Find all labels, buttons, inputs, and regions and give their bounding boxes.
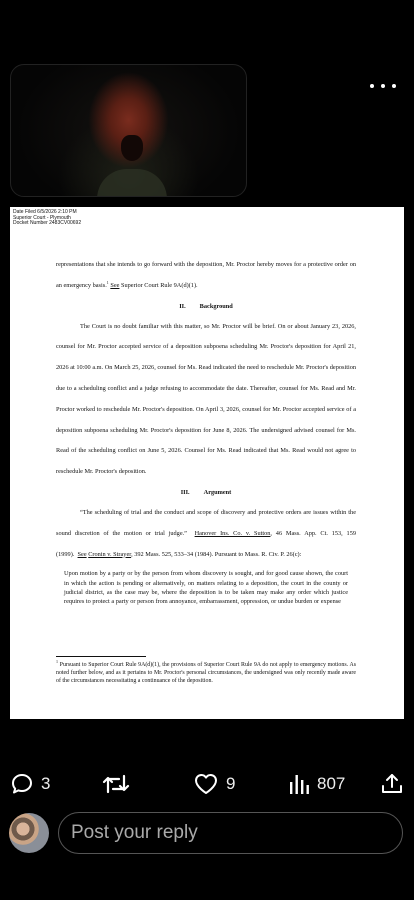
footnote-divider (56, 656, 146, 657)
more-options-icon[interactable] (370, 76, 396, 96)
thumbnail-collar-detail (97, 169, 167, 197)
repost-action[interactable] (102, 771, 137, 797)
argument-quote: “The scheduling of trial and the conduct and scope of discovery and protective orders are issues within the sound discretion of the motion or trial judge.” (56, 508, 356, 537)
section-title: Argument (203, 488, 232, 496)
section-heading-background (56, 297, 356, 317)
citation-detail: , 46 Mass. App. Ct. 153, 159 (1999). (56, 529, 357, 558)
reply-input[interactable] (58, 812, 403, 854)
like-action[interactable] (193, 771, 235, 797)
post-actions-bar (0, 771, 414, 797)
footnote-text: Pursuant to Superior Court Rule 9A(d)(1), the provisions of Superior Court Rule 9A do not apply to emergency motions. As noted further below, and as it pertains to Mr. Proctor's personal circumstances, the undersigned was only recently made aware of the circumstances necessitating a continuance of the deposition. (56, 662, 356, 685)
see-signal: See (77, 550, 87, 558)
share-icon (380, 772, 404, 796)
reply-icon (10, 772, 34, 796)
analytics-icon (288, 772, 310, 796)
section-number: II. (179, 302, 186, 310)
citation-detail: , 392 Mass. 525, 533–34 (1984). Pursuant to Mass. R. Civ. P. 26(c): (131, 550, 302, 558)
argument-paragraph (56, 503, 356, 565)
intro-line: representations that she intends to go forward with the deposition, Mr. Proctor hereby moves for a (56, 261, 306, 268)
like-count: 9 (226, 774, 236, 793)
see-signal: See (110, 281, 120, 289)
background-paragraph: The Court is no doubt familiar with this matter, so Mr. Proctor will be brief. On or about January 23, 2026, counsel for Mr. Proctor accepted service of a deposition subpoena scheduling Mr. Proctor's deposition for April 21, 2026 at 10:00 a.m. On March 25, 2026, counsel for Ms. Read indicated the need to reschedule Mr. Proctor's deposition due to a scheduling conflict and a judge refusing to accommodate the date. Thereafter, counsel for Ms. Read and Mr. Proctor worked to reschedule Mr. Proctor's deposition. On April 3, 2026, counsel for Mr. Proctor accepted service of a deposition subpoena scheduling Mr. Proctor's deposition for June 8, 2026. The undersigned advised counsel for Ms. Read of the scheduling conflict on June 5, 2026. Counsel for Ms. Read indicated that Ms. Read would not agree to reschedule Mr. Proctor's deposition. (56, 322, 356, 476)
share-action[interactable] (380, 771, 404, 797)
intro-paragraph (56, 255, 356, 297)
rule-block-quote: Upon motion by a party or by the person from whom discovery is sought, and for good cause shown, the court in which the action is pending or alternatively, on matters relating to a deposition, the court in the county or judicial district, as the case may be, where the deposition is to be taken may make any order which justice requires to protect a party or person from annoyance, embarrassment, oppression, or undue burden or expense (64, 570, 348, 605)
section-title: Background (199, 302, 233, 310)
reply-action[interactable] (10, 771, 50, 797)
avatar[interactable] (9, 813, 49, 853)
footnote-marker: 1 (56, 659, 58, 665)
intro-citation: Superior Court Rule 9A(d)(1). (119, 281, 198, 289)
repost-icon (102, 772, 130, 796)
reply-composer (0, 807, 414, 859)
filing-date: Date Filed 6/5/2026 2:10 PM (13, 209, 77, 215)
thumbnail-face-detail (121, 135, 143, 161)
views-count: 807 (317, 774, 346, 793)
section-heading-argument (56, 483, 356, 503)
document-body (56, 255, 356, 685)
footnote (56, 661, 356, 685)
footnote-marker: 1 (106, 279, 109, 285)
reply-count: 3 (41, 774, 51, 793)
case-citation: Hanover Ins. Co. v. Sutton (194, 529, 271, 537)
video-thumbnail[interactable] (10, 64, 247, 197)
intro-line-2: protective order on an emergency basis. (56, 261, 357, 289)
views-action[interactable] (288, 771, 345, 797)
section-number: III. (180, 488, 190, 496)
reply-placeholder: Post your reply (71, 822, 198, 843)
filing-stamp (13, 210, 81, 227)
filing-court: Superior Court - Plymouth (13, 214, 71, 221)
filing-docket: Docket Number 2483CV00692 (13, 220, 82, 226)
heart-icon (193, 772, 219, 796)
case-citation: Cronin v. Strayer (88, 550, 132, 558)
document-image[interactable] (10, 207, 404, 719)
